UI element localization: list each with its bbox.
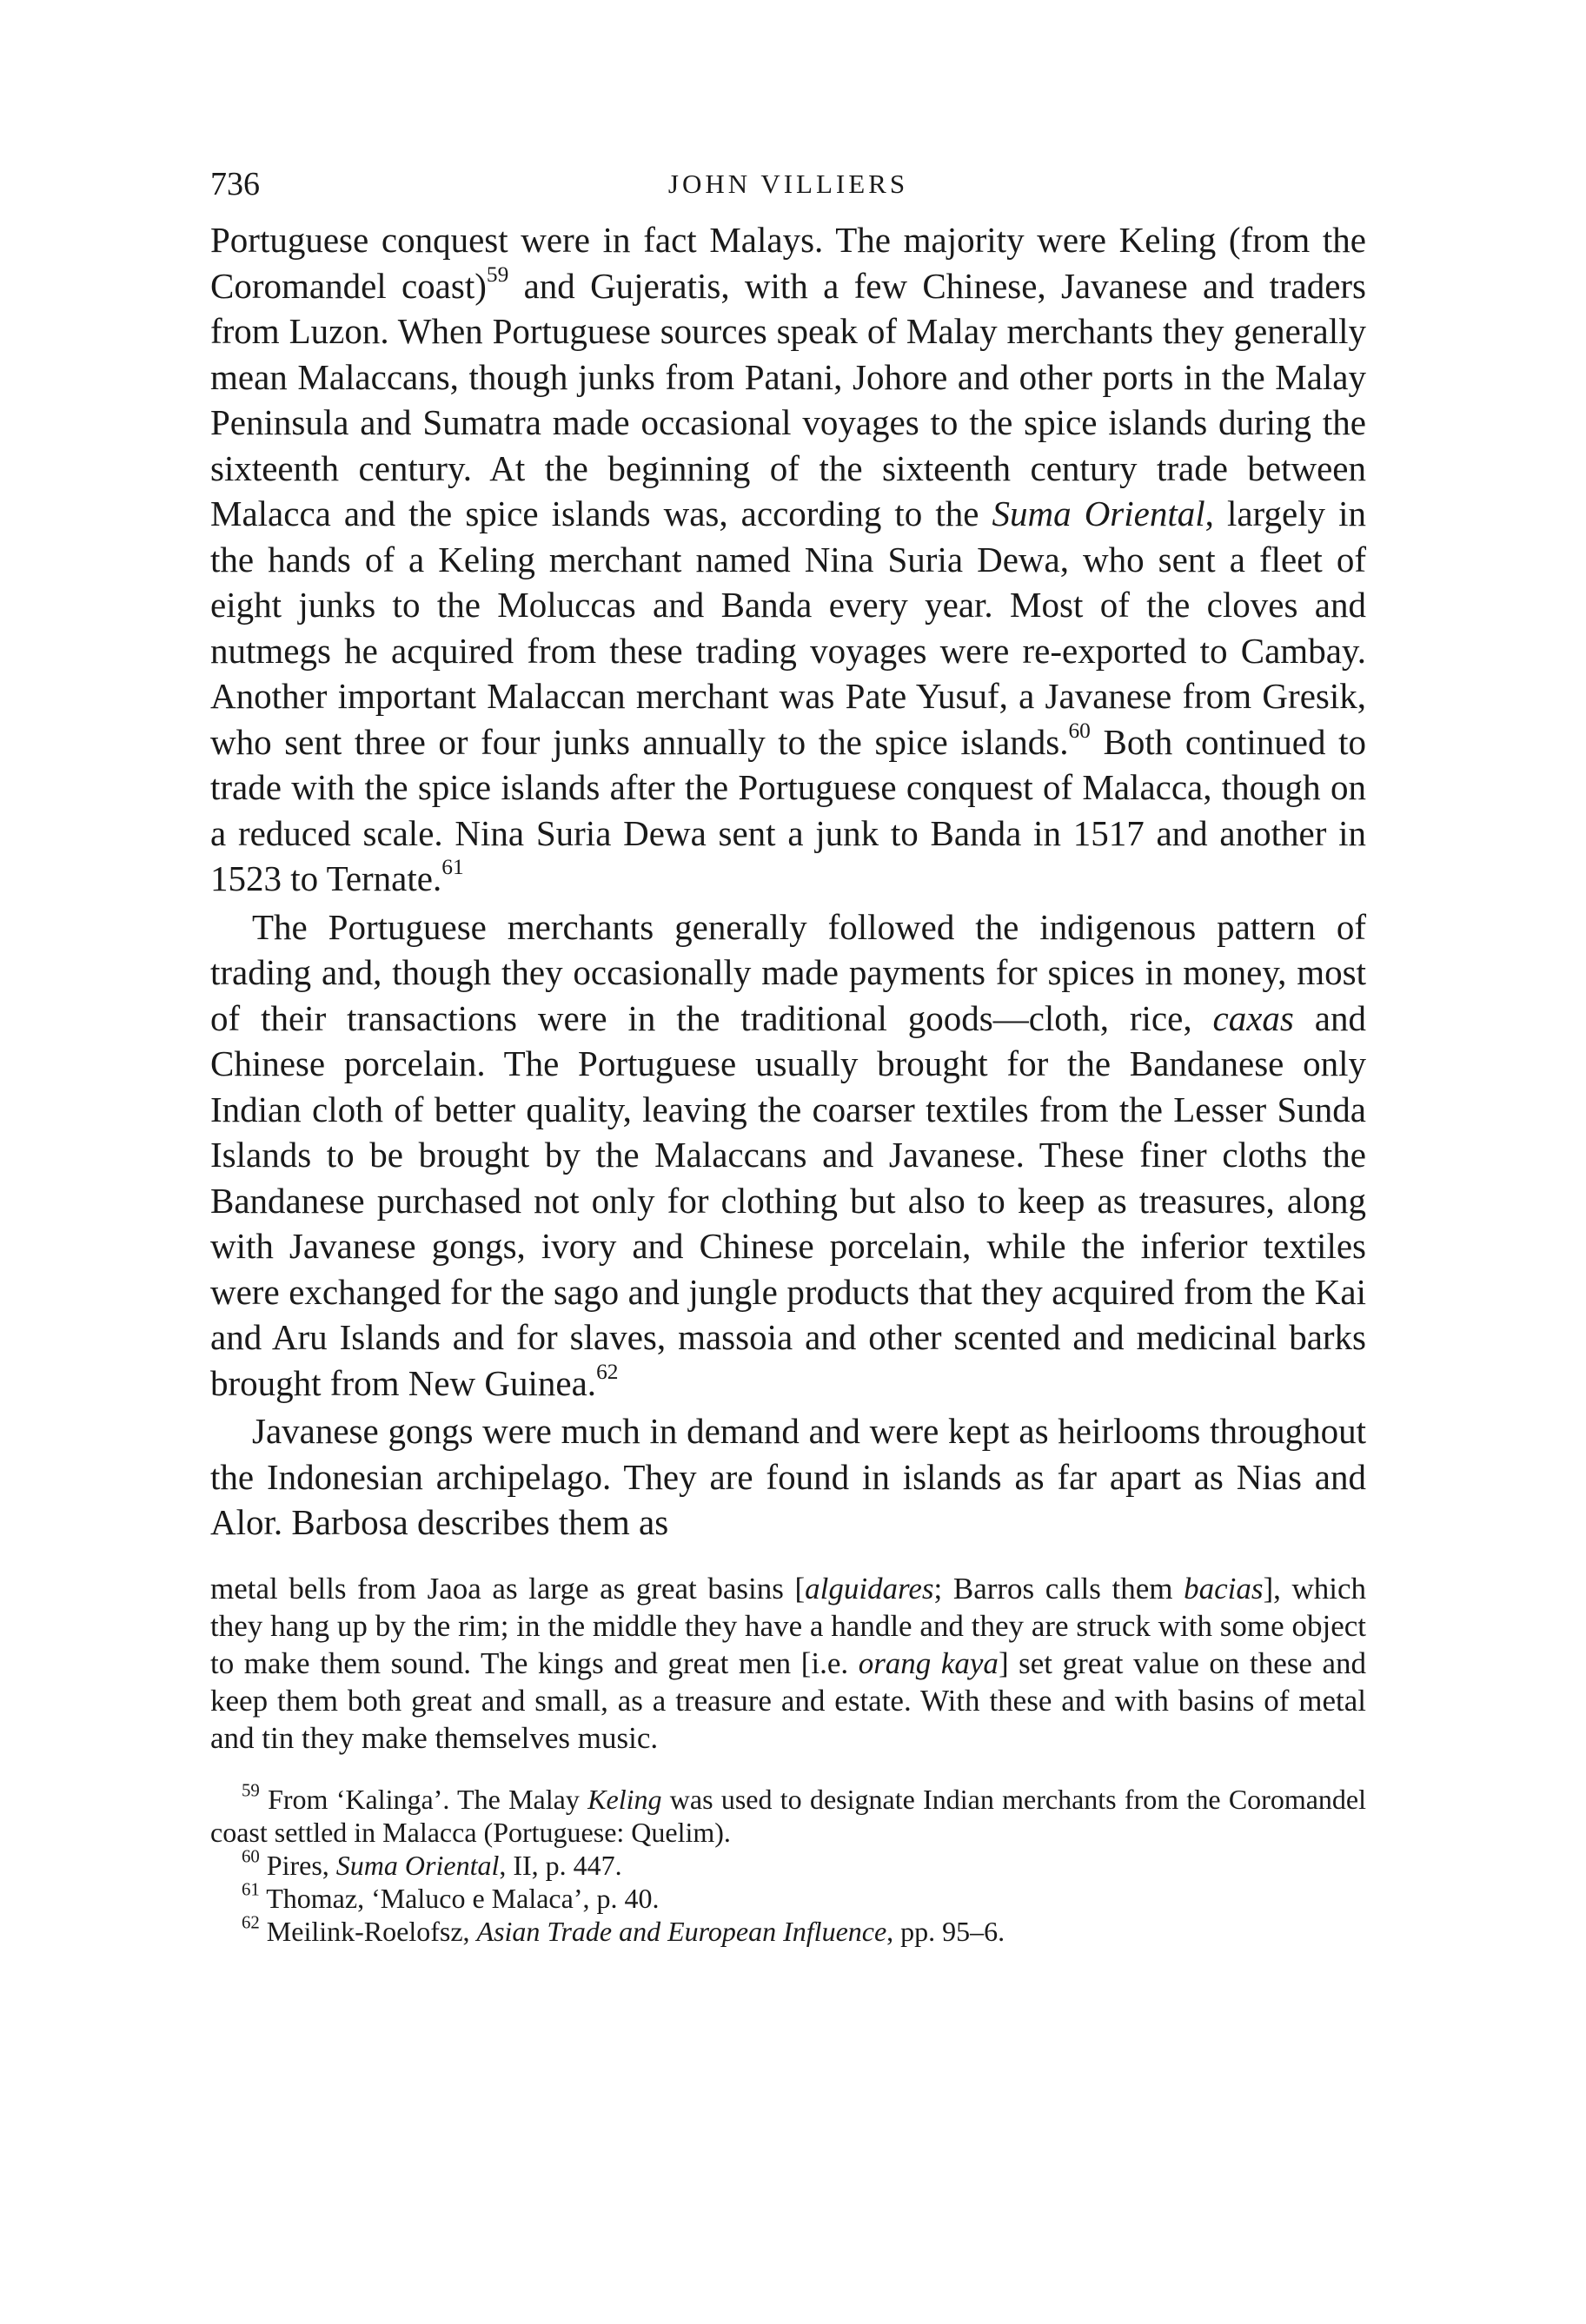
paragraph-2: [210, 904, 1366, 1407]
footnote-ref-61[interactable]: 61: [441, 854, 464, 879]
italic-term: caxas: [1212, 997, 1294, 1038]
italic-term: orang kaya: [858, 1645, 999, 1680]
text-run: and Gujeratis, with a few Chinese, Javanese and traders from Luzon. When Portuguese sources speak of Malay merchants they generally mean Malaccans, though junks from Patani, Johore and other ports in the Malay Peninsula and Sumatra made occasional voyages to the spice islands during the sixteenth century. At the beginning of the sixteenth century trade between Malacca and the spice islands was, according to the: [210, 265, 1366, 533]
paragraph-3: [210, 1408, 1366, 1546]
text-run: was used to designate Indian merchants from the Coromandel coast settled in Malacca (Portuguese: Quelim).: [210, 1783, 1367, 1848]
footnote-number: 62: [242, 1911, 260, 1932]
italic-term: Keling: [587, 1783, 662, 1815]
footnote-62: [210, 1911, 1366, 1948]
text-run: Portuguese conquest were in fact Malays. The majority were Keling (from the Coromandel coast): [210, 220, 1366, 306]
text-run: Pires,: [259, 1849, 336, 1881]
block-quote: [210, 1570, 1366, 1757]
text-run: , II, p. 447.: [499, 1849, 622, 1881]
italic-title: Suma Oriental: [335, 1849, 500, 1881]
footnote-60: [210, 1845, 1366, 1882]
text-run: Meilink-Roelofsz,: [259, 1915, 477, 1947]
body-text: [210, 217, 1366, 1546]
footnote-59: [210, 1779, 1367, 1849]
paragraph-1: [210, 217, 1366, 902]
italic-title: Suma Oriental: [992, 493, 1205, 533]
text-run: metal bells from Jaoa as large as great basins [: [210, 1571, 806, 1606]
footnote-number: 60: [242, 1845, 260, 1866]
italic-title: Asian Trade and European Influence: [476, 1915, 887, 1947]
italic-term: alguidares: [805, 1571, 934, 1606]
footnotes: [210, 1779, 1367, 1948]
footnote-ref-60[interactable]: 60: [1068, 718, 1091, 743]
page-number: 736: [210, 166, 260, 202]
footnote-number: 59: [242, 1779, 260, 1800]
text-run: Thomaz, ‘Maluco e Malaca’, p. 40.: [259, 1882, 660, 1914]
text-run: and Chinese porcelain. The Portuguese usually brought for the Bandanese only Indian cloth of better quality, leaving the coarser textiles from the Lesser Sunda Islands to be brought by the Malaccans and Javanese. These finer cloths the Bandanese purchased not only for clothing but also to keep as treasures, along with Javanese gongs, ivory and Chinese porcelain, while the inferior textiles were exchanged for the sago and jungle products that they acquired from the Kai and Aru Islands and for slaves, massoia and other scented and medicinal barks brought from New Guinea.: [210, 997, 1367, 1403]
footnote-number: 61: [242, 1878, 260, 1899]
footnote-ref-59[interactable]: 59: [486, 262, 509, 287]
text-run: , pp. 95–6.: [886, 1915, 1005, 1947]
text-run: Javanese gongs were much in demand and were kept as heirlooms throughout the Indonesian archipelago. They are found in islands as far apart as Nias and Alor. Barbosa describes them as: [210, 1411, 1366, 1542]
text-run: The Portuguese merchants generally followed the indigenous pattern of trading and, though they occasionally made payments for spices in money, most of their transactions were in the traditional goods—cloth, rice,: [210, 906, 1366, 1038]
text-run: Both continued to trade with the spice islands after the Portuguese conquest of Malacca, though on a reduced scale. Nina Suria Dewa sent a junk to Banda in 1517 and another in 1523 to Ternate.: [210, 721, 1366, 898]
page: [210, 165, 1366, 1948]
italic-term: bacias: [1184, 1571, 1264, 1606]
footnote-61: [210, 1878, 1366, 1915]
text-run: ], which they hang up by the rim; in the middle they have a handle and they are struck with some object to make them sound. The kings and great men [i.e.: [210, 1571, 1366, 1680]
running-head: [210, 165, 1366, 217]
footnote-ref-62[interactable]: 62: [596, 1359, 619, 1384]
text-run: , largely in the hands of a Keling merchant named Nina Suria Dewa, who sent a fleet of eight junks to the Moluccas and Banda every year. Most of the cloves and nutmegs he acquired from these trading voyages were re-exported to Cambay. Another important Malaccan merchant was Pate Yusuf, a Javanese from Gresik, who sent three or four junks annually to the spice islands.: [210, 493, 1367, 762]
text-run: From ‘Kalinga’. The Malay: [259, 1783, 588, 1815]
text-run: ] set great value on these and keep them both great and small, as a treasure and estate. With these and with basins of metal and tin they make themselves music.: [210, 1645, 1366, 1755]
text-run: ; Barros calls them: [933, 1571, 1185, 1606]
running-title: JOHN VILLIERS: [667, 169, 909, 199]
